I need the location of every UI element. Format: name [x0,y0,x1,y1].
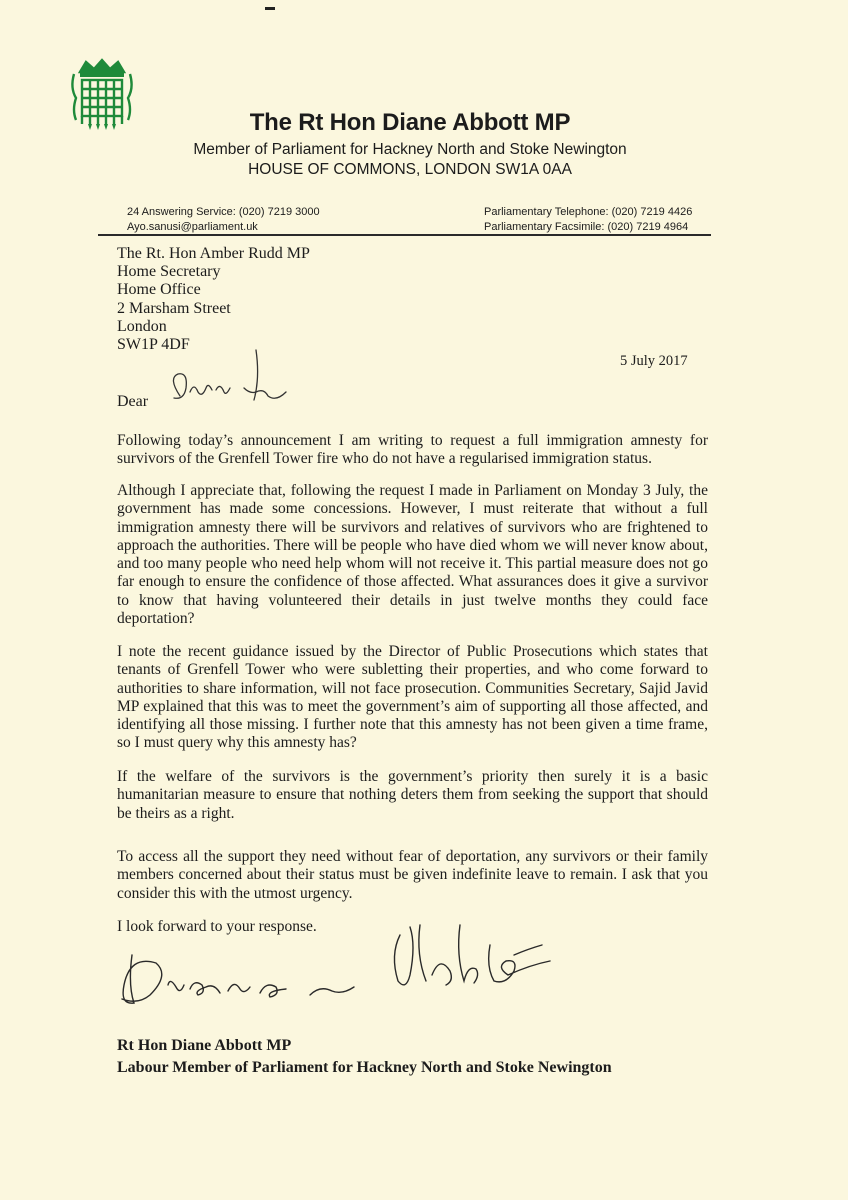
letterhead-name: The Rt Hon Diane Abbott MP [249,109,571,136]
signatory-role: Labour Member of Parliament for Hackney North and Stoke Newington [117,1059,612,1076]
scan-mark [265,7,275,10]
answering-service: 24 Answering Service: (020) 7219 3000 [127,206,320,218]
contact-right [484,205,692,235]
parliamentary-facsimile: Parliamentary Facsimile: (020) 7219 4964 [484,221,689,233]
header-divider [98,234,711,236]
recipient-line: 2 Marsham Street [117,299,231,317]
closing-line: I look forward to your response. [117,918,317,935]
handwritten-salutation-signature [160,348,300,418]
contact-left [127,205,320,235]
salutation: Dear [117,393,149,410]
letterhead-address: HOUSE OF COMMONS, LONDON SW1A 0AA [248,161,572,178]
paragraph-5: To access all the support they need without fear of deportation, any survivors or their family members concerned about their status must be given indefinite leave to remain. I ask that you consider this with the utmost urgency. [117,848,708,902]
paragraph-2: Although I appreciate that, following the request I made in Parliament on Monday 3 July, the government has made some concessions. However, I must reiterate that without a full immigration amnesty there will be survivors and relatives of survivors who are frightened to approach the authorities. There will be people who have died whom we will never know about, and too many people who need help whom will not receive it. This partial measure does not go far enough to ensure the confidence of those affected. What assurances does it give a survivor to know that having volunteered their details in just twelve months they could face deportation? [117,482,708,628]
recipient-line: London [117,317,167,335]
recipient-line: SW1P 4DF [117,336,190,354]
paragraph-3: I note the recent guidance issued by the Director of Public Prosecutions which states that tenants of Grenfell Tower who were subletting their properties, and who come forward to authorities to share information, will not face prosecution. Communities Secretary, Sajid Javid MP explained that this was to meet the government’s aim of supporting all those affected, and identifying all those missing. I further note that this amnesty has not been given a time frame, so I must query why this amnesty has? [117,643,708,752]
recipient-line: The Rt. Hon Amber Rudd MP [117,245,310,262]
recipient-address [117,245,310,354]
letterhead-subtitle: Member of Parliament for Hackney North and Stoke Newington [193,141,627,158]
handwritten-signature [110,915,630,1025]
paragraph-1: Following today’s announcement I am writing to request a full immigration amnesty for survivors of the Grenfell Tower fire who do not have a regularised immigration status. [117,432,708,468]
parliamentary-telephone: Parliamentary Telephone: (020) 7219 4426 [484,206,693,218]
paragraph-4: If the welfare of the survivors is the government’s priority then surely it is a basic humanitarian measure to ensure that nothing deters them from seeking the support that should be theirs as a right. [117,768,708,822]
signatory-name: Rt Hon Diane Abbott MP [117,1037,292,1054]
contact-email: Ayo.sanusi@parliament.uk [127,221,258,233]
portcullis-icon [66,58,138,132]
recipient-line: Home Office [117,281,201,299]
recipient-line: Home Secretary [117,263,221,281]
letter-date: 5 July 2017 [620,353,688,369]
letterhead [170,108,650,180]
